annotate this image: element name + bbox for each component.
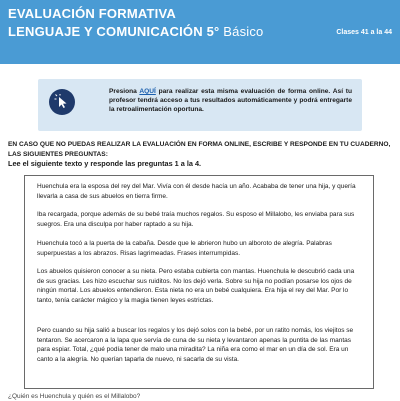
subject-title-main: LENGUAJE Y COMUNICACIÓN 5° xyxy=(8,24,220,39)
story-text-box xyxy=(24,175,374,389)
classes-label: Clases 41 a la 44 xyxy=(336,29,392,36)
online-text-before: Presiona xyxy=(109,88,140,95)
story-paragraph-5: Pero cuando su hija salió a buscar los regalos y los dejó solos con la bebé, por un ratito nomás, los viejitos se tentaron. Se acercaron a la lapa que servía de cuna de su nieta y levantaron apenas la puntita de las mantas para espiar. Total, ¿qué podía tener de malo una miradita? La niña era como el mar en un día de sol. Era un canto a la alegría. No querían taparla de nuevo, ni sacarla de su vista. xyxy=(37,327,354,363)
story-paragraph-4: Los abuelos quisieron conocer a su nieta. Pero estaba cubierta con mantas. Huenchula le descubrió cada una de sus gracias. Les hizo escuchar sus ruiditos. No los dejó verla. Sobre su hija no podían posarse los ojos de ningún mortal. Los abuelos entendieron. Esta nieta no era un bebé cualquiera. Era hija el rey del Mar. Por lo tanto, tenía carácter mágico y la magia tienen leyes estrictas. xyxy=(37,268,355,304)
evaluation-title: EVALUACIÓN FORMATIVA xyxy=(8,6,176,21)
subject-title-suffix: Básico xyxy=(219,24,264,39)
story-paragraph-1: Huenchula era la esposa del rey del Mar. Vivía con él desde hacía un año. Acababa de tener una hija, y quería llevarla a casa de sus abuelos en tierra firme. xyxy=(37,183,356,200)
header-banner xyxy=(0,0,400,64)
online-evaluation-link[interactable]: AQUÍ xyxy=(139,88,156,95)
online-evaluation-text xyxy=(109,87,352,114)
mouse-click-icon xyxy=(49,89,75,115)
subject-title xyxy=(8,24,263,39)
online-text-after: para realizar esta misma evaluación de forma online. Así tu profesor tendrá acceso a tus resultados automáticamente y podrá entregarte la retroalimentación oportuna. xyxy=(109,88,352,113)
online-evaluation-box xyxy=(38,79,362,131)
reading-instruction: Lee el siguiente texto y responde las preguntas 1 a la 4. xyxy=(8,159,202,168)
story-paragraph-3: Huenchula tocó a la puerta de la cabaña. Desde que le abrieron hubo un alboroto de alegría. Palabras superpuestas a los abrazos. Risas lagrimeadas. Frases interrumpidas. xyxy=(37,240,332,257)
story-paragraph-2: Iba recargada, porque además de su bebé traía muchos regalos. Su esposo el Millalobo, les enviaba para sus suegros. Era una disculpa por haber raptado a su hija. xyxy=(37,211,355,228)
first-question-partial: ¿Quién es Huenchula y quién es el Millalobo? xyxy=(8,393,141,400)
offline-instructions: EN CASO QUE NO PUEDAS REALIZAR LA EVALUACIÓN EN FORMA ONLINE, ESCRIBE Y RESPONDE EN TU CUADERNO, LAS SIGUIENTES PREGUNTAS: xyxy=(8,141,391,158)
